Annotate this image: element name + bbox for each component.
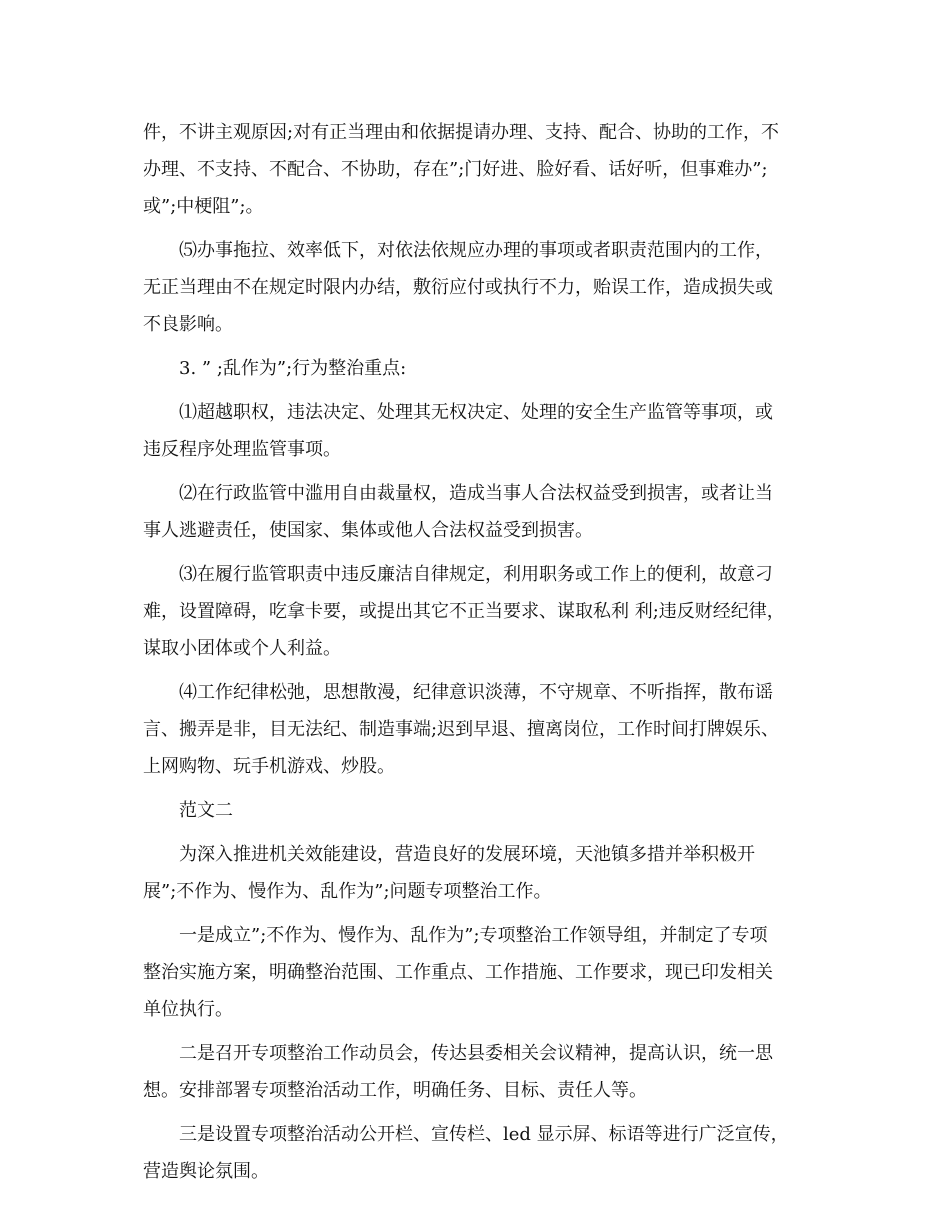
text-line: 办理、不支持、不配合、不协助，存在”;门好进、脸好看、话好听，但事难办”;	[143, 159, 768, 180]
paragraph-item-4	[143, 674, 803, 785]
text-line: ⑸办事拖拉、效率低下，对依法依规应办理的事项或者职责范围内的工作，	[179, 240, 773, 261]
text-line: ⑵在行政监管中滥用自由裁量权，造成当事人合法权益受到损害，或者让当	[179, 483, 773, 504]
text-line: 单位执行。	[143, 999, 233, 1020]
paragraph-third-measure	[143, 1116, 803, 1190]
text-line: 营造舆论氛围。	[143, 1161, 269, 1182]
text-line: ⑴超越职权，违法决定、处理其无权决定、处理的安全生产监管等事项，或	[179, 402, 773, 423]
text-line: 难，设置障碍，吃拿卡要，或提出其它不正当要求、谋取私利 利;违反财经纪律，	[143, 601, 785, 622]
section-heading-3	[143, 350, 803, 387]
text-line: 二是召开专项整治工作动员会，传达县委相关会议精神，提高认识，统一思	[179, 1043, 773, 1064]
section-title-fanwen-2	[143, 792, 803, 829]
text-line: 谋取小团体或个人利益。	[143, 638, 341, 659]
text-line: 言、搬弄是非，目无法纪、制造事端;迟到早退、擅离岗位，工作时间打牌娱乐、	[143, 719, 780, 740]
text-line: 为深入推进机关效能建设，营造良好的发展环境，天池镇多措并举积极开	[179, 844, 755, 865]
text-line: 违反程序处理监管事项。	[143, 439, 341, 460]
text-line: 一是成立”;不作为、慢作为、乱作为”;专项整治工作领导组，并制定了专项	[179, 925, 768, 946]
text-line: 范文二	[179, 800, 233, 821]
document-body	[143, 114, 803, 1197]
text-line: ⑷工作纪律松弛，思想散漫，纪律意识淡薄，不守规章、不听指挥，散布谣	[179, 682, 773, 703]
text-line: 三是设置专项整治活动公开栏、宣传栏、led 显示屏、标语等进行广泛宣传，	[179, 1124, 789, 1145]
paragraph-intro	[143, 836, 803, 910]
text-line: 想。安排部署专项整治活动工作，明确任务、目标、责任人等。	[143, 1080, 647, 1101]
text-line: 整治实施方案，明确整治范围、工作重点、工作措施、工作要求，现已印发相关	[143, 962, 773, 983]
paragraph-item-2	[143, 475, 803, 549]
text-line: 事人逃避责任，使国家、集体或他人合法权益受到损害。	[143, 520, 593, 541]
text-line: 展”;不作为、慢作为、乱作为”;问题专项整治工作。	[143, 881, 552, 902]
paragraph-item-3	[143, 556, 803, 667]
paragraph-item-1	[143, 394, 803, 468]
text-line: 不良影响。	[143, 314, 233, 335]
paragraph-second-measure	[143, 1035, 803, 1109]
paragraph-first-measure	[143, 917, 803, 1028]
paragraph-item-5	[143, 232, 803, 343]
paragraph-continuation	[143, 114, 803, 225]
text-line: 或”;中梗阻”;。	[143, 196, 264, 217]
text-line: 无正当理由不在规定时限内办结，敷衍应付或执行不力，贻误工作，造成损失或	[143, 277, 773, 298]
text-line: ⑶在履行监管职责中违反廉洁自律规定，利用职务或工作上的便利，故意刁	[179, 564, 773, 585]
text-line: 3. ” ;乱作为”;行为整治重点:	[179, 358, 407, 379]
text-line: 上网购物、玩手机游戏、炒股。	[143, 756, 395, 777]
text-line: 件，不讲主观原因;对有正当理由和依据提请办理、支持、配合、协助的工作，不	[143, 122, 780, 143]
